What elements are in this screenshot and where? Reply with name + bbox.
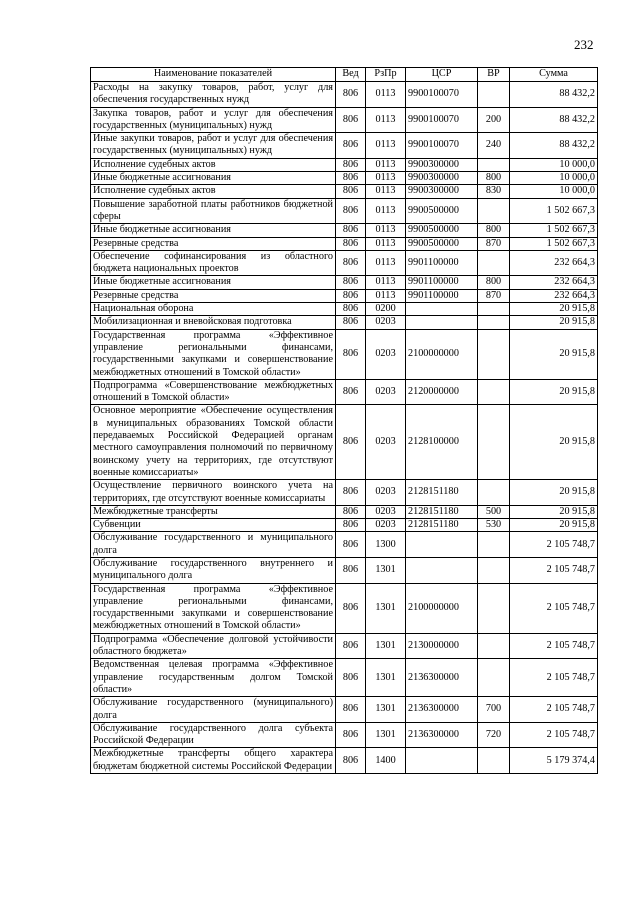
row-rzpr-cell: 0113: [366, 172, 406, 185]
row-name-cell: Подпрограмма «Обеспечение долговой устойчивости областного бюджета»: [91, 633, 336, 659]
row-vr-cell: [478, 158, 510, 171]
row-name-cell: Обслуживание государственного внутреннего и муниципального долга: [91, 557, 336, 583]
row-csr-cell: 2120000000: [406, 379, 478, 405]
table-row: [91, 250, 598, 276]
row-name-cell: Обслуживание государственного и муниципального долга: [91, 532, 336, 558]
table-header-row: [91, 68, 598, 82]
table-row: [91, 722, 598, 748]
row-name-cell: Ведомственная целевая программа «Эффективное управление государственным долгом Томской области»: [91, 659, 336, 697]
row-vr-cell: 800: [478, 276, 510, 289]
row-vr-cell: [478, 198, 510, 224]
row-ved-cell: 806: [336, 480, 366, 506]
row-ved-cell: 806: [336, 633, 366, 659]
table-row: [91, 505, 598, 518]
row-name-cell: Обслуживание государственного долга субъекта Российской Федерации: [91, 722, 336, 748]
row-name-cell: Государственная программа «Эффективное управление региональными финансами, государственными закупками и совершенствование межбюджетных отношений в Томской области»: [91, 329, 336, 379]
row-ved-cell: 806: [336, 379, 366, 405]
row-csr-cell: 2136300000: [406, 697, 478, 723]
row-sum-cell: 88 432,2: [510, 82, 598, 108]
row-sum-cell: 20 915,8: [510, 303, 598, 316]
row-rzpr-cell: 0203: [366, 480, 406, 506]
row-rzpr-cell: 0113: [366, 82, 406, 108]
table-row: [91, 557, 598, 583]
row-vr-cell: [478, 316, 510, 329]
table-row: [91, 697, 598, 723]
row-sum-cell: 10 000,0: [510, 185, 598, 198]
row-ved-cell: 806: [336, 329, 366, 379]
row-sum-cell: 88 432,2: [510, 107, 598, 133]
row-name-cell: Исполнение судебных актов: [91, 185, 336, 198]
row-vr-cell: 700: [478, 697, 510, 723]
row-ved-cell: 806: [336, 250, 366, 276]
row-sum-cell: 20 915,8: [510, 379, 598, 405]
row-name-cell: Осуществление первичного воинского учета на территориях, где отсутствуют военные комиссариаты: [91, 480, 336, 506]
table-row: [91, 198, 598, 224]
row-vr-cell: [478, 329, 510, 379]
row-csr-cell: 2100000000: [406, 583, 478, 633]
row-rzpr-cell: 1300: [366, 532, 406, 558]
row-name-cell: Национальная оборона: [91, 303, 336, 316]
row-sum-cell: 2 105 748,7: [510, 697, 598, 723]
row-sum-cell: 2 105 748,7: [510, 722, 598, 748]
row-csr-cell: 2130000000: [406, 633, 478, 659]
row-name-cell: Исполнение судебных актов: [91, 158, 336, 171]
row-rzpr-cell: 0113: [366, 250, 406, 276]
table-row: [91, 480, 598, 506]
row-ved-cell: 806: [336, 133, 366, 159]
row-name-cell: Иные бюджетные ассигнования: [91, 276, 336, 289]
row-name-cell: Мобилизационная и вневойсковая подготовка: [91, 316, 336, 329]
row-ved-cell: 806: [336, 303, 366, 316]
row-rzpr-cell: 0203: [366, 316, 406, 329]
table-row: [91, 405, 598, 480]
row-sum-cell: 20 915,8: [510, 405, 598, 480]
row-name-cell: Межбюджетные трансферты: [91, 505, 336, 518]
row-rzpr-cell: 1301: [366, 659, 406, 697]
table-row: [91, 379, 598, 405]
row-vr-cell: [478, 250, 510, 276]
row-csr-cell: 2100000000: [406, 329, 478, 379]
table-row: [91, 237, 598, 250]
row-rzpr-cell: 1301: [366, 557, 406, 583]
row-rzpr-cell: 0113: [366, 198, 406, 224]
row-vr-cell: 800: [478, 172, 510, 185]
row-sum-cell: 2 105 748,7: [510, 583, 598, 633]
row-sum-cell: 10 000,0: [510, 158, 598, 171]
row-vr-cell: [478, 748, 510, 774]
row-sum-cell: 1 502 667,3: [510, 224, 598, 237]
row-csr-cell: [406, 316, 478, 329]
row-ved-cell: 806: [336, 316, 366, 329]
row-vr-cell: [478, 303, 510, 316]
row-vr-cell: [478, 583, 510, 633]
row-name-cell: Подпрограмма «Совершенствование межбюджетных отношений в Томской области»: [91, 379, 336, 405]
table-row: [91, 289, 598, 302]
row-ved-cell: 806: [336, 722, 366, 748]
row-csr-cell: 2128151180: [406, 505, 478, 518]
header-csr: ЦСР: [406, 68, 478, 82]
row-rzpr-cell: 0113: [366, 185, 406, 198]
row-sum-cell: 2 105 748,7: [510, 633, 598, 659]
row-csr-cell: 9900300000: [406, 158, 478, 171]
row-rzpr-cell: 1400: [366, 748, 406, 774]
row-sum-cell: 20 915,8: [510, 519, 598, 532]
row-rzpr-cell: 1301: [366, 583, 406, 633]
row-rzpr-cell: 0113: [366, 133, 406, 159]
row-sum-cell: 5 179 374,4: [510, 748, 598, 774]
row-sum-cell: 88 432,2: [510, 133, 598, 159]
row-name-cell: Межбюджетные трансферты общего характера бюджетам бюджетной системы Российской Федерации: [91, 748, 336, 774]
row-name-cell: Субвенции: [91, 519, 336, 532]
row-name-cell: Обеспечение софинансирования из областного бюджета национальных проектов: [91, 250, 336, 276]
header-rzpr: РзПр: [366, 68, 406, 82]
table-row: [91, 276, 598, 289]
row-vr-cell: 240: [478, 133, 510, 159]
row-name-cell: Закупка товаров, работ и услуг для обеспечения государственных (муниципальных) нужд: [91, 107, 336, 133]
row-rzpr-cell: 0113: [366, 276, 406, 289]
row-sum-cell: 1 502 667,3: [510, 198, 598, 224]
row-sum-cell: 10 000,0: [510, 172, 598, 185]
row-sum-cell: 232 664,3: [510, 276, 598, 289]
row-vr-cell: 830: [478, 185, 510, 198]
row-name-cell: Резервные средства: [91, 289, 336, 302]
row-csr-cell: [406, 532, 478, 558]
row-sum-cell: 232 664,3: [510, 289, 598, 302]
row-csr-cell: 9900500000: [406, 198, 478, 224]
row-csr-cell: 9900500000: [406, 237, 478, 250]
row-sum-cell: 20 915,8: [510, 316, 598, 329]
row-csr-cell: 9900300000: [406, 172, 478, 185]
row-rzpr-cell: 1301: [366, 697, 406, 723]
row-vr-cell: [478, 379, 510, 405]
table-row: [91, 107, 598, 133]
row-csr-cell: 9900100070: [406, 82, 478, 108]
row-csr-cell: [406, 303, 478, 316]
row-sum-cell: 20 915,8: [510, 480, 598, 506]
row-vr-cell: 530: [478, 519, 510, 532]
row-rzpr-cell: 0113: [366, 237, 406, 250]
row-rzpr-cell: 0203: [366, 379, 406, 405]
row-csr-cell: 9900100070: [406, 107, 478, 133]
row-vr-cell: 500: [478, 505, 510, 518]
row-rzpr-cell: 0203: [366, 405, 406, 480]
row-ved-cell: 806: [336, 198, 366, 224]
row-ved-cell: 806: [336, 697, 366, 723]
row-rzpr-cell: 0113: [366, 158, 406, 171]
row-csr-cell: 9900300000: [406, 185, 478, 198]
row-rzpr-cell: 0203: [366, 505, 406, 518]
table-row: [91, 316, 598, 329]
row-csr-cell: 2128100000: [406, 405, 478, 480]
row-csr-cell: 9900500000: [406, 224, 478, 237]
row-sum-cell: 232 664,3: [510, 250, 598, 276]
row-sum-cell: 2 105 748,7: [510, 659, 598, 697]
row-ved-cell: 806: [336, 172, 366, 185]
table-body: [91, 82, 598, 774]
row-ved-cell: 806: [336, 224, 366, 237]
row-csr-cell: 9900100070: [406, 133, 478, 159]
row-ved-cell: 806: [336, 237, 366, 250]
row-ved-cell: 806: [336, 185, 366, 198]
table-row: [91, 583, 598, 633]
row-ved-cell: 806: [336, 276, 366, 289]
row-ved-cell: 806: [336, 289, 366, 302]
row-ved-cell: 806: [336, 583, 366, 633]
row-name-cell: Государственная программа «Эффективное управление региональными финансами, государственными закупками и совершенствование межбюджетных отношений в Томской области»: [91, 583, 336, 633]
row-name-cell: Основное мероприятие «Обеспечение осуществления в муниципальных образованиях Томской области передаваемых Российской Федерацией органам местного самоуправления полномочий по первичному воинскому учету на территориях, где отсутствуют военные комиссариаты»: [91, 405, 336, 480]
row-csr-cell: 9901100000: [406, 276, 478, 289]
row-ved-cell: 806: [336, 532, 366, 558]
header-name: Наименование показателей: [91, 68, 336, 82]
row-name-cell: Расходы на закупку товаров, работ, услуг для обеспечения государственных нужд: [91, 82, 336, 108]
row-csr-cell: 9901100000: [406, 289, 478, 302]
row-sum-cell: 2 105 748,7: [510, 557, 598, 583]
row-name-cell: Иные бюджетные ассигнования: [91, 224, 336, 237]
header-vr: ВР: [478, 68, 510, 82]
row-sum-cell: 2 105 748,7: [510, 532, 598, 558]
row-vr-cell: 870: [478, 289, 510, 302]
row-ved-cell: 806: [336, 158, 366, 171]
row-vr-cell: [478, 633, 510, 659]
row-name-cell: Повышение заработной платы работников бюджетной сферы: [91, 198, 336, 224]
row-rzpr-cell: 0203: [366, 329, 406, 379]
header-sum: Сумма: [510, 68, 598, 82]
row-csr-cell: 2128151180: [406, 480, 478, 506]
row-csr-cell: 2136300000: [406, 659, 478, 697]
row-ved-cell: 806: [336, 659, 366, 697]
row-ved-cell: 806: [336, 405, 366, 480]
row-name-cell: Резервные средства: [91, 237, 336, 250]
budget-table: [90, 67, 598, 774]
row-rzpr-cell: 0113: [366, 107, 406, 133]
row-rzpr-cell: 0113: [366, 289, 406, 302]
row-sum-cell: 1 502 667,3: [510, 237, 598, 250]
table-row: [91, 185, 598, 198]
table-row: [91, 303, 598, 316]
row-name-cell: Иные закупки товаров, работ и услуг для обеспечения государственных (муниципальных) нужд: [91, 133, 336, 159]
row-csr-cell: 2128151180: [406, 519, 478, 532]
row-csr-cell: 2136300000: [406, 722, 478, 748]
table-row: [91, 133, 598, 159]
row-csr-cell: 9901100000: [406, 250, 478, 276]
table-row: [91, 82, 598, 108]
row-ved-cell: 806: [336, 505, 366, 518]
row-vr-cell: [478, 557, 510, 583]
row-ved-cell: 806: [336, 557, 366, 583]
row-rzpr-cell: 0113: [366, 224, 406, 237]
row-name-cell: Обслуживание государственного (муниципального) долга: [91, 697, 336, 723]
row-rzpr-cell: 0200: [366, 303, 406, 316]
row-sum-cell: 20 915,8: [510, 505, 598, 518]
row-vr-cell: 800: [478, 224, 510, 237]
row-vr-cell: [478, 480, 510, 506]
row-vr-cell: 870: [478, 237, 510, 250]
row-vr-cell: [478, 659, 510, 697]
row-rzpr-cell: 1301: [366, 633, 406, 659]
table-row: [91, 532, 598, 558]
table-row: [91, 659, 598, 697]
table-row: [91, 633, 598, 659]
table-row: [91, 329, 598, 379]
row-vr-cell: [478, 82, 510, 108]
row-rzpr-cell: 0203: [366, 519, 406, 532]
row-name-cell: Иные бюджетные ассигнования: [91, 172, 336, 185]
row-ved-cell: 806: [336, 519, 366, 532]
page-number: 232: [574, 37, 594, 52]
row-csr-cell: [406, 748, 478, 774]
row-ved-cell: 806: [336, 748, 366, 774]
table-row: [91, 748, 598, 774]
row-vr-cell: [478, 532, 510, 558]
table-row: [91, 519, 598, 532]
table-row: [91, 172, 598, 185]
row-csr-cell: [406, 557, 478, 583]
row-rzpr-cell: 1301: [366, 722, 406, 748]
table-row: [91, 224, 598, 237]
row-vr-cell: [478, 405, 510, 480]
table-row: [91, 158, 598, 171]
row-ved-cell: 806: [336, 82, 366, 108]
row-vr-cell: 720: [478, 722, 510, 748]
row-sum-cell: 20 915,8: [510, 329, 598, 379]
row-ved-cell: 806: [336, 107, 366, 133]
header-ved: Вед: [336, 68, 366, 82]
row-vr-cell: 200: [478, 107, 510, 133]
